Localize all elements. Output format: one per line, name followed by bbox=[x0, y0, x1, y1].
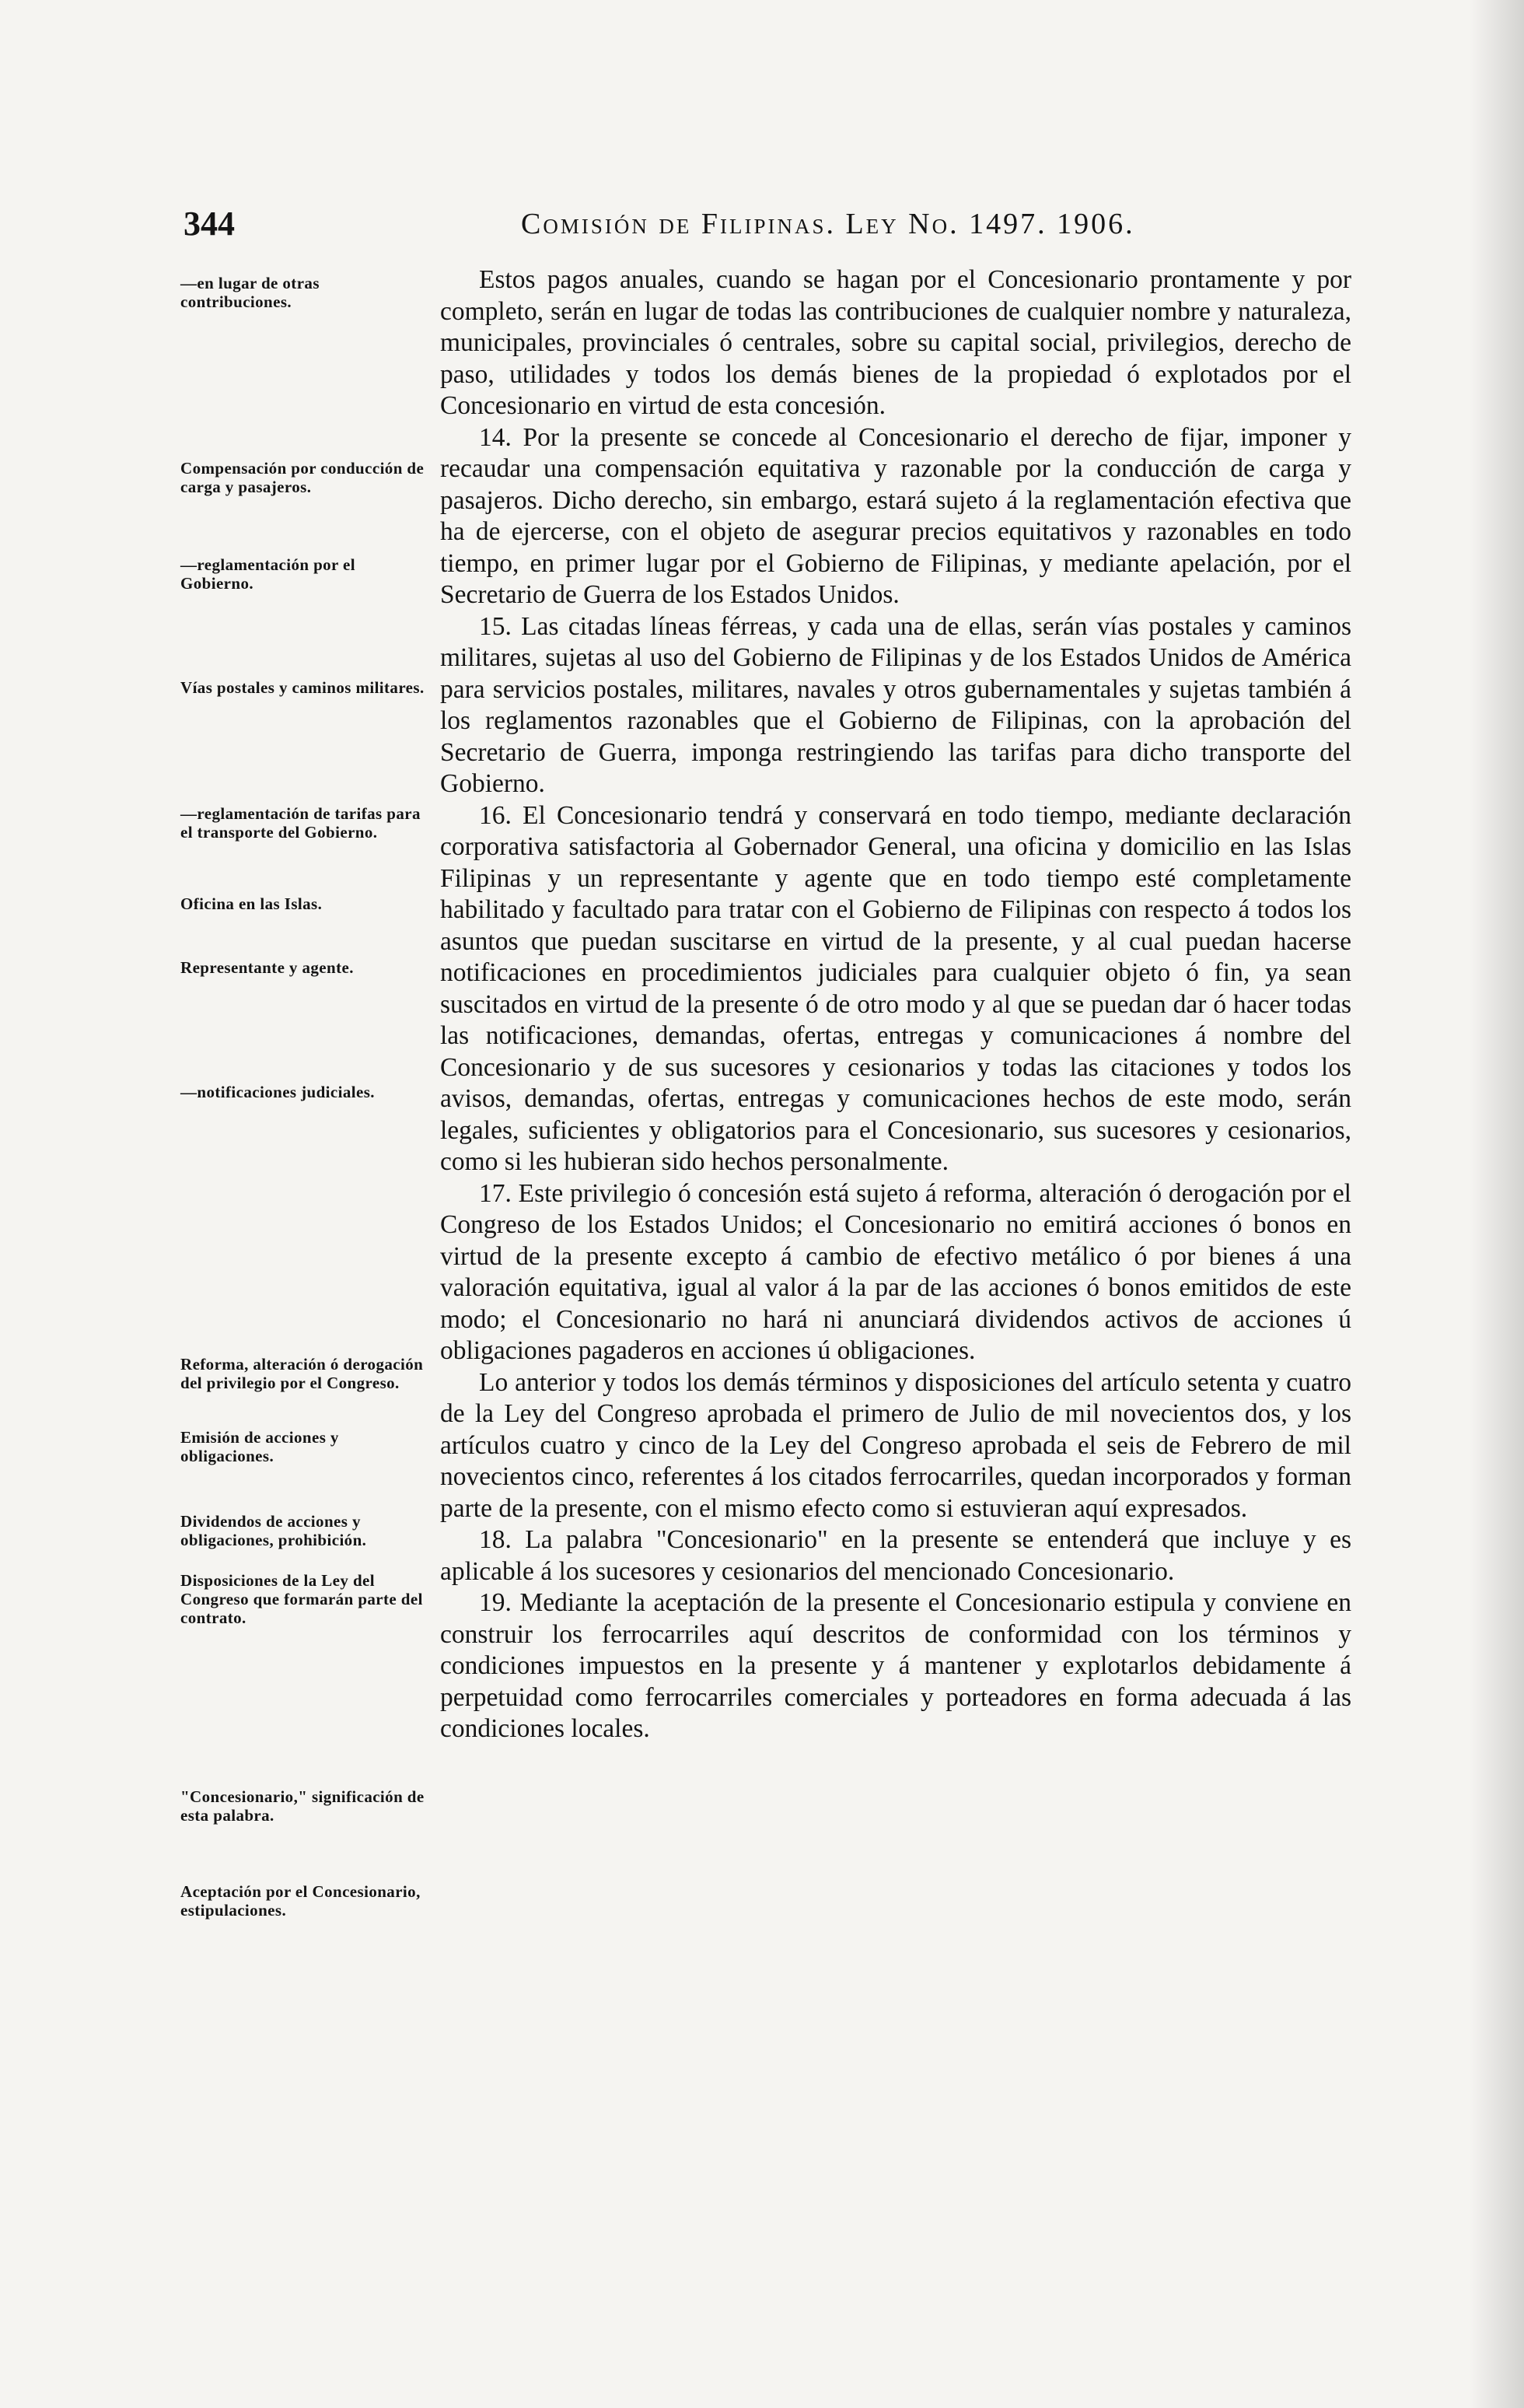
paragraph-16: 16. El Concesionario tendrá y conservará en todo tiempo, mediante declaración corporativa satisfactoria al Gobernador General, una oficina y domicilio en las Islas Filipinas y un representante y agente que en todo tiempo esté completamente habilitado y facultado para tratar con el Gobierno de Filipinas con respecto á todos los asuntos que puedan suscitarse en virtud de la presente, y al cual puedan hacerse notificaciones en procedimientos judiciales para cualquier objeto ó fin, ya sean suscitados en virtud de la presente ó de otro modo y al que se puedan dar ó hacer todas las notificaciones, demandas, ofertas, entregas y comunicaciones á nombre del Concesionario y de sus sucesores y cesionarios y todas las citaciones y todos los avisos, demandas, ofertas, entregas y comunicaciones hechos de este modo, serán legales, suficientes y obligatorios para el Concesionario, sus sucesores y cesionarios, como si les hubieran sido hechos personalmente. bbox=[440, 800, 1351, 1176]
margin-note: "Concesionario," significación de esta palabra. bbox=[180, 1787, 425, 1825]
page-number: 344 bbox=[184, 205, 235, 243]
paragraph-18: 18. La palabra "Concesionario" en la presente se entenderá que incluye y es aplicable á los sucesores y cesionarios del mencionado Concesionario. bbox=[440, 1525, 1351, 1586]
margin-note: Vías postales y caminos militares. bbox=[180, 678, 425, 697]
margin-note: Representante y agente. bbox=[180, 958, 354, 977]
main-text bbox=[440, 264, 1351, 1745]
paragraph-15: 15. Las citadas líneas férreas, y cada una de ellas, serán vías postales y caminos militares, sujetas al uso del Gobierno de Filipinas y de los Estados Unidos de América para servicios postales, militares, navales y otros gubernamentales y sujetas también á los reglamentos razonables que el Gobierno de Filipinas, con la aprobación del Secretario de Guerra, imponga restringiendo las tarifas para dicho transporte del Gobierno. bbox=[440, 611, 1351, 798]
margin-note: Emisión de acciones y obligaciones. bbox=[180, 1428, 339, 1465]
margin-note: —notificaciones judiciales. bbox=[180, 1083, 375, 1101]
page-header bbox=[184, 204, 1350, 250]
margin-note: Oficina en las Islas. bbox=[180, 894, 323, 913]
page-edge-shadow bbox=[1470, 0, 1524, 2408]
paragraph-congress-act: Lo anterior y todos los demás términos y disposiciones del artículo setenta y cuatro de la Ley del Congreso aprobada el primero de Julio de mil novecientos dos, y los artículos cuatro y cinco de la Ley del Congreso aprobada el seis de Febrero de mil novecientos cinco, referentes á los citados ferrocarriles, quedan incorporados y forman parte de la presente, con el mismo efecto como si estuvieran aquí expresados. bbox=[440, 1367, 1351, 1523]
paragraph-17: 17. Este privilegio ó concesión está sujeto á reforma, alteración ó derogación por el Congreso de los Estados Unidos; el Concesionario no emitirá acciones ó bonos en virtud de la presente excepto á cambio de efectivo metálico ó por bienes á una valoración equitativa, igual al valor á la par de las acciones ó bonos emitidos de este modo; el Concesionario no hará ni anunciará dividendos activos de acciones ú obligaciones pagaderos en acciones ú obligaciones. bbox=[440, 1178, 1351, 1365]
paragraph-tax-exemption: Estos pagos anuales, cuando se hagan por el Concesionario prontamente y por completo, serán en lugar de todas las contribuciones de cualquier nombre y naturaleza, municipales, provinciales ó centrales, sobre su capital social, privilegios, derecho de paso, utilidades y todos los demás bienes de la propiedad ó explotados por el Concesionario en virtud de esta concesión. bbox=[440, 265, 1351, 420]
margin-note: Dividendos de acciones y obligaciones, prohibición. bbox=[180, 1512, 367, 1549]
running-title: Comisión de Filipinas. Ley No. 1497. 1906. bbox=[521, 208, 1135, 240]
paragraph-19: 19. Mediante la aceptación de la presente el Concesionario estipula y conviene en construir los ferrocarriles aquí descritos de conformidad con los términos y condiciones impuestos en la presente y á mantener y explotarlos debidamente á perpetuidad como ferrocarriles comerciales y porteadores en forma adecuada á las condiciones locales. bbox=[440, 1588, 1351, 1743]
paragraph-14: 14. Por la presente se concede al Concesionario el derecho de fijar, imponer y recaudar una compensación equitativa y razonable por la conducción de carga y pasajeros. Dicho derecho, sin embargo, estará sujeto á la reglamentación efectiva que ha de ejercerse, con el objeto de asegurar precios equitativos y razonables en todo tiempo, en primer lugar por el Gobierno de Filipinas, y mediante apelación, por el Secretario de Guerra de los Estados Unidos. bbox=[440, 422, 1351, 609]
margin-note: Disposiciones de la Ley del Congreso que formarán parte del contrato. bbox=[180, 1571, 423, 1627]
margin-note: —reglamentación de tarifas para el transporte del Gobierno. bbox=[180, 804, 421, 842]
margin-note: —reglamentación por el Gobierno. bbox=[180, 555, 355, 593]
margin-note: Compensación por conducción de carga y pasajeros. bbox=[180, 459, 425, 496]
margin-note: —en lugar de otras contribuciones. bbox=[180, 274, 320, 311]
margin-note: Aceptación por el Concesionario, estipulaciones. bbox=[180, 1882, 421, 1920]
margin-note: Reforma, alteración ó derogación del privilegio por el Congreso. bbox=[180, 1355, 424, 1392]
